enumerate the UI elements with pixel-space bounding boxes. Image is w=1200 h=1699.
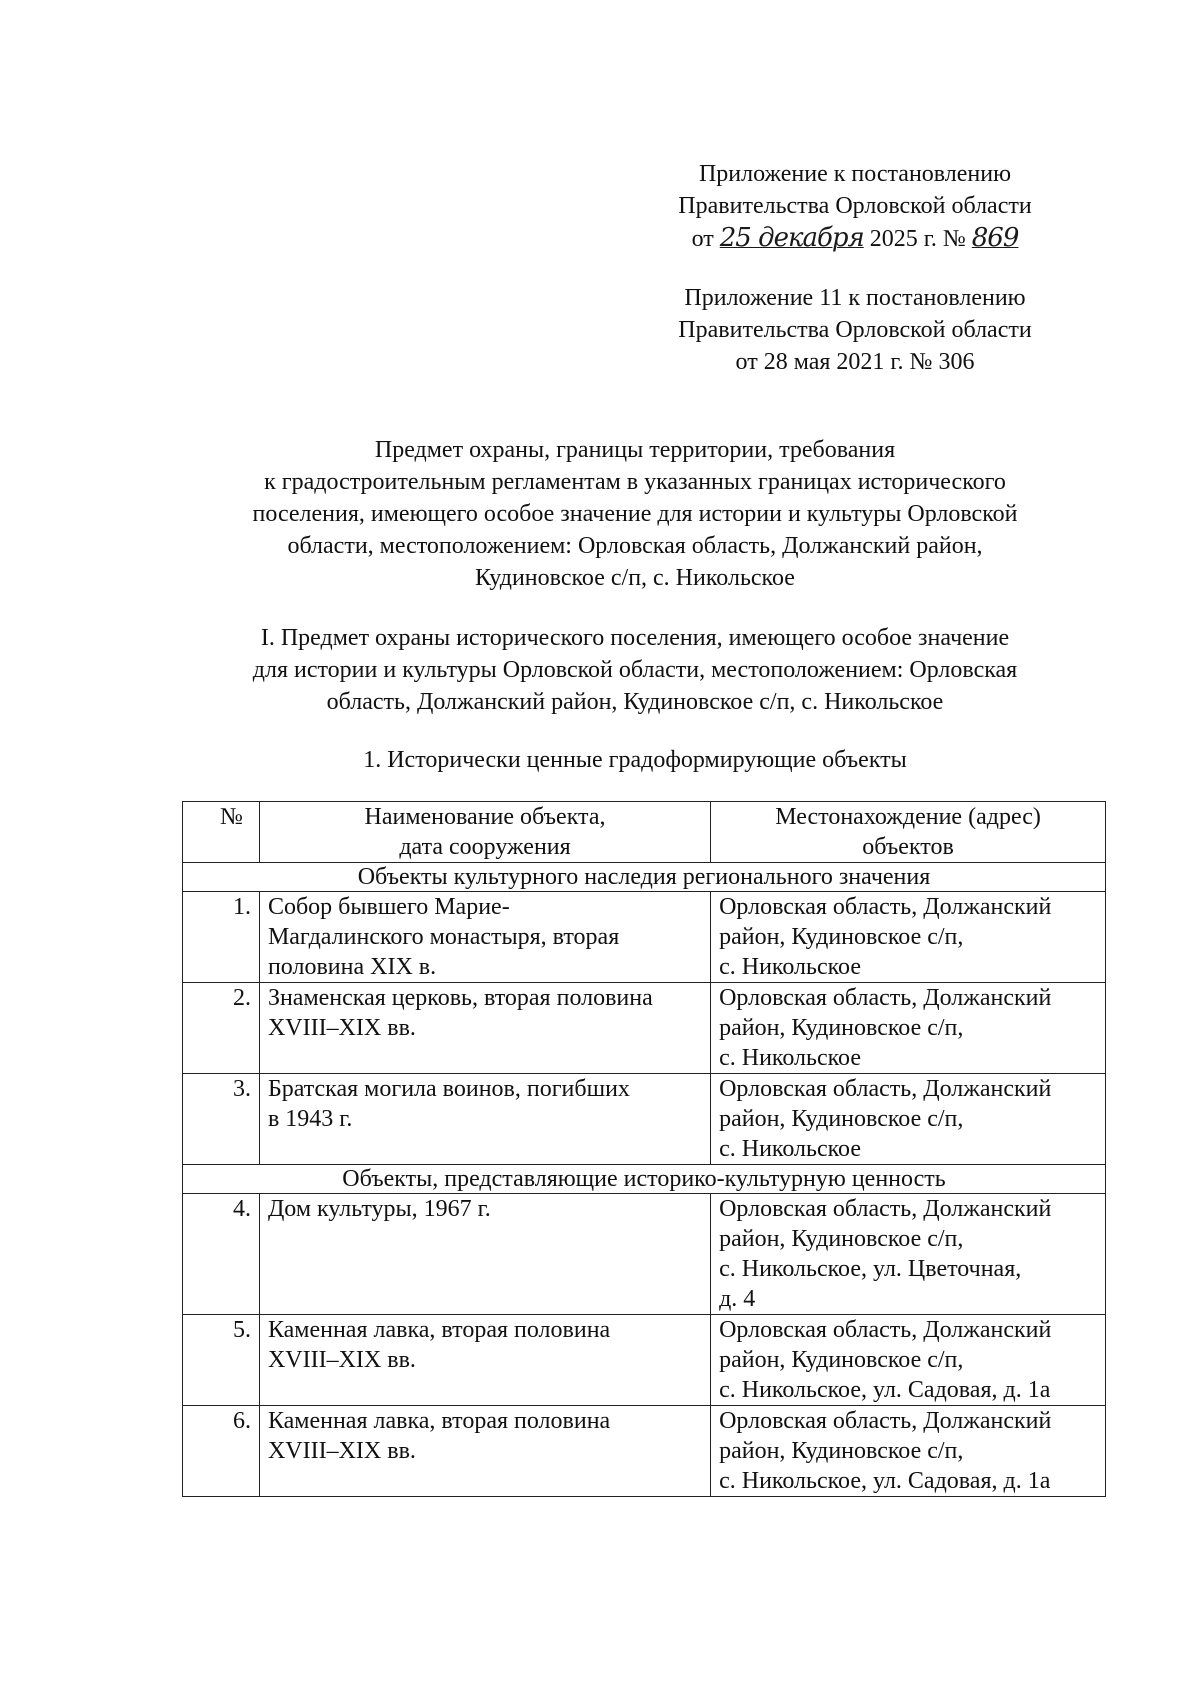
object-name bbox=[259, 1315, 710, 1406]
table-row bbox=[183, 983, 1106, 1074]
handwritten-number: 869 bbox=[971, 223, 1019, 253]
approval-year-number-label: 2025 г. № bbox=[869, 226, 966, 252]
row-number: 6. bbox=[183, 1406, 260, 1497]
name-line: XVIII–XIX вв. bbox=[267, 1015, 416, 1041]
header-loc-line-2: объектов bbox=[862, 834, 954, 860]
location-line: Орловская область, Должанский bbox=[719, 1408, 1052, 1434]
table-row bbox=[183, 1074, 1106, 1165]
table-header-row bbox=[183, 802, 1106, 863]
name-line: XVIII–XIX вв. bbox=[267, 1438, 416, 1464]
location-line: район, Кудиновское с/п, bbox=[719, 924, 964, 950]
row-number: 1. bbox=[183, 892, 260, 983]
name-line: Собор бывшего Марие- bbox=[267, 894, 510, 920]
group-heading: Объекты, представляющие историко-культурную ценность bbox=[183, 1165, 1106, 1194]
object-location bbox=[711, 983, 1106, 1074]
name-line: Знаменская церковь, вторая половина bbox=[267, 985, 653, 1011]
object-location bbox=[711, 1315, 1106, 1406]
object-name bbox=[259, 983, 710, 1074]
title-line-5: Кудиновское с/п, с. Никольское bbox=[475, 565, 795, 591]
location-line: Орловская область, Должанский bbox=[719, 894, 1052, 920]
original-appendix-block bbox=[640, 282, 1070, 378]
section-line-1: I. Предмет охраны исторического поселения, имеющего особое значение bbox=[260, 625, 1010, 651]
title-line-4: области, местоположением: Орловская область, Должанский район, bbox=[287, 533, 983, 559]
location-line: район, Кудиновское с/п, bbox=[719, 1106, 964, 1132]
header-loc-line-1: Местонахождение (адрес) bbox=[775, 804, 1041, 830]
location-line: Орловская область, Должанский bbox=[719, 1317, 1052, 1343]
appendix-line-2: Правительства Орловской области bbox=[678, 317, 1032, 343]
name-line: Магдалинского монастыря, вторая bbox=[267, 924, 620, 950]
location-line: район, Кудиновское с/п, bbox=[719, 1347, 964, 1373]
subsection-heading: 1. Исторически ценные градоформирующие объекты bbox=[363, 747, 907, 773]
title-line-2: к градостроительным регламентам в указанных границах исторического bbox=[264, 469, 1006, 495]
section-line-2: для истории и культуры Орловской области, местоположением: Орловская bbox=[252, 657, 1018, 683]
group-row bbox=[183, 1165, 1106, 1194]
header-num: № bbox=[183, 802, 260, 863]
approval-line-2: Правительства Орловской области bbox=[678, 193, 1032, 219]
object-name bbox=[259, 1194, 710, 1315]
object-location bbox=[711, 892, 1106, 983]
location-line: с. Никольское bbox=[719, 954, 861, 980]
row-number: 3. bbox=[183, 1074, 260, 1165]
location-line: район, Кудиновское с/п, bbox=[719, 1015, 964, 1041]
location-line: с. Никольское bbox=[719, 1136, 861, 1162]
object-name bbox=[259, 892, 710, 983]
table-row bbox=[183, 1315, 1106, 1406]
header-name-line-1: Наименование объекта, bbox=[364, 804, 606, 830]
name-line: Каменная лавка, вторая половина bbox=[267, 1408, 611, 1434]
approval-line-1: Приложение к постановлению bbox=[698, 161, 1012, 187]
name-line: XVIII–XIX вв. bbox=[267, 1347, 416, 1373]
object-location bbox=[711, 1406, 1106, 1497]
title-line-3: поселения, имеющего особое значение для истории и культуры Орловской bbox=[252, 501, 1018, 527]
location-line: район, Кудиновское с/п, bbox=[719, 1226, 964, 1252]
handwritten-date: 25 декабря bbox=[719, 223, 864, 253]
table-row bbox=[183, 1194, 1106, 1315]
location-line: Орловская область, Должанский bbox=[719, 1196, 1052, 1222]
name-line: в 1943 г. bbox=[267, 1106, 353, 1132]
location-line: д. 4 bbox=[719, 1286, 756, 1312]
location-line: с. Никольское, ул. Садовая, д. 1а bbox=[719, 1468, 1051, 1494]
appendix-line-1: Приложение 11 к постановлению bbox=[684, 285, 1026, 311]
location-line: с. Никольское, ул. Садовая, д. 1а bbox=[719, 1377, 1051, 1403]
header-name-line-2: дата сооружения bbox=[399, 834, 571, 860]
approval-block bbox=[640, 158, 1070, 255]
name-line: Каменная лавка, вторая половина bbox=[267, 1317, 611, 1343]
object-name bbox=[259, 1074, 710, 1165]
header-location bbox=[711, 802, 1106, 863]
table-row bbox=[183, 892, 1106, 983]
object-location bbox=[711, 1074, 1106, 1165]
row-number: 2. bbox=[183, 983, 260, 1074]
appendix-line-3: от 28 мая 2021 г. № 306 bbox=[735, 349, 975, 375]
row-number: 4. bbox=[183, 1194, 260, 1315]
name-line: половина XIX в. bbox=[267, 954, 437, 980]
location-line: Орловская область, Должанский bbox=[719, 1076, 1052, 1102]
object-name bbox=[259, 1406, 710, 1497]
row-number: 5. bbox=[183, 1315, 260, 1406]
location-line: Орловская область, Должанский bbox=[719, 985, 1052, 1011]
location-line: с. Никольское bbox=[719, 1045, 861, 1071]
document-title bbox=[170, 434, 1100, 594]
table-row bbox=[183, 1406, 1106, 1497]
group-row bbox=[183, 863, 1106, 892]
title-line-1: Предмет охраны, границы территории, требования bbox=[374, 437, 896, 463]
name-line: Дом культуры, 1967 г. bbox=[267, 1196, 491, 1222]
objects-table bbox=[182, 801, 1106, 1497]
approval-date-prefix: от bbox=[691, 226, 714, 252]
object-location bbox=[711, 1194, 1106, 1315]
section-line-3: область, Должанский район, Кудиновское с/п, с. Никольское bbox=[326, 689, 944, 715]
location-line: район, Кудиновское с/п, bbox=[719, 1438, 964, 1464]
group-heading: Объекты культурного наследия регионального значения bbox=[183, 863, 1106, 892]
name-line: Братская могила воинов, погибших bbox=[267, 1076, 630, 1102]
header-name bbox=[259, 802, 710, 863]
approval-line-3 bbox=[640, 222, 1070, 255]
location-line: с. Никольское, ул. Цветочная, bbox=[719, 1256, 1022, 1282]
section-heading bbox=[170, 622, 1100, 718]
